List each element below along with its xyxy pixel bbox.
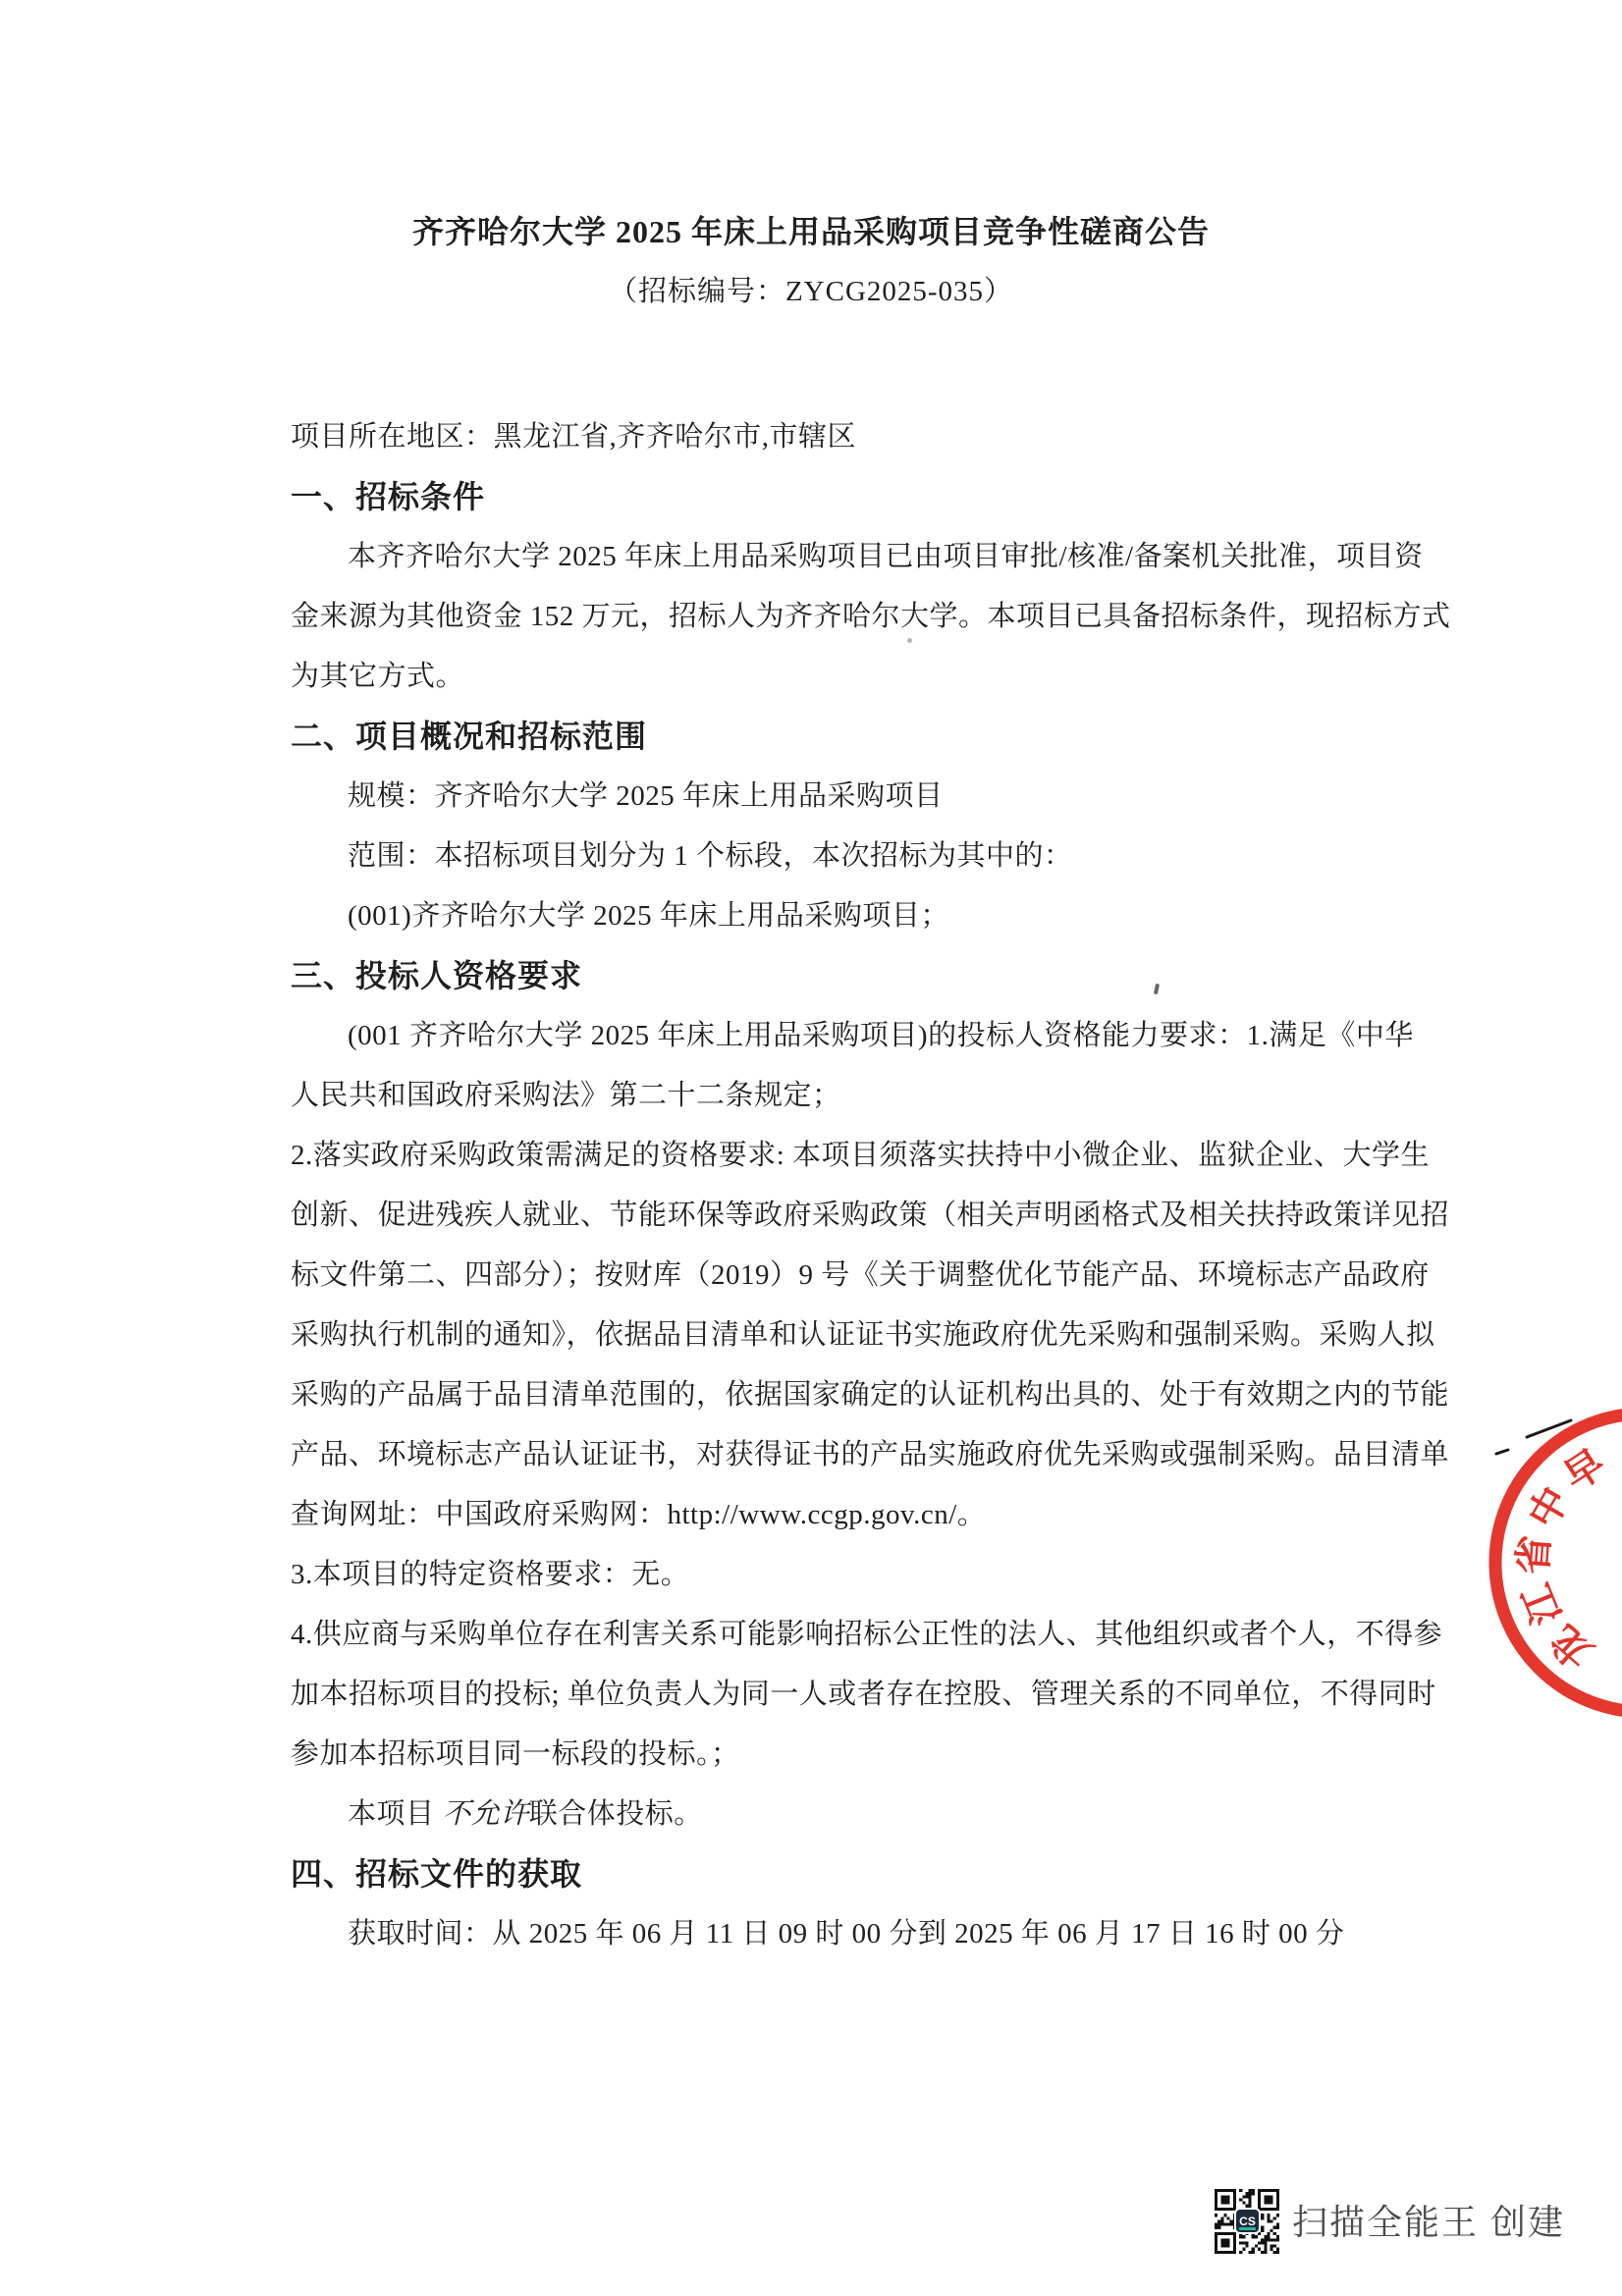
- svg-text:龙: 龙: [1542, 1617, 1601, 1676]
- title-block: [0, 202, 1622, 322]
- document-subtitle: （招标编号：ZYCG2025-035）: [608, 276, 1014, 307]
- svg-text:早: 早: [1556, 1441, 1613, 1500]
- section-heading: 三、投标人资格要求: [291, 958, 583, 993]
- qr-center-badge: CS: [1236, 2210, 1259, 2232]
- document-line: 标文件第二、四部分）；按财库（2019）9 号《关于调整优化节能产品、环境标志产品政府: [291, 1259, 1430, 1291]
- document-line: 金来源为其他资金 152 万元，招标人为齐齐哈尔大学。本项目已具备招标条件，现招标方式: [291, 601, 1451, 632]
- document-body: [291, 407, 1451, 1964]
- svg-text:中: 中: [1520, 1479, 1579, 1536]
- document-line: 规模：齐齐哈尔大学 2025 年床上用品采购项目: [348, 780, 944, 812]
- document-line: 3.本项目的特定资格要求：无。: [291, 1559, 690, 1590]
- scanner-watermark-text: 扫描全能王 创建: [1292, 2202, 1566, 2242]
- document-line: 产品、环境标志产品认证证书，对获得证书的产品实施政府优先采购或强制采购。品目清单: [291, 1439, 1450, 1470]
- document-line: 人民共和国政府采购法》第二十二条规定；: [291, 1080, 841, 1111]
- document-line: 范围：本招标项目划分为 1 个标段，本次招标为其中的：: [348, 840, 1073, 872]
- document-line: 本齐齐哈尔大学 2025 年床上用品采购项目已由项目审批/核准/备案机关批准，项目资: [348, 541, 1424, 572]
- document-line: 加本招标项目的投标; 单位负责人为同一人或者存在控股、管理关系的不同单位，不得同时: [291, 1679, 1436, 1710]
- section-heading: 四、招标文件的获取: [291, 1856, 583, 1892]
- document-line: 参加本招标项目同一标段的投标。；: [291, 1738, 740, 1770]
- document-line: 创新、促进残疾人就业、节能环保等政府采购政策（相关声明函格式及相关扶持政策详见招: [291, 1200, 1450, 1231]
- svg-text:省: 省: [1511, 1533, 1558, 1576]
- document-line: 2.落实政府采购政策需满足的资格要求: 本项目须落实扶持中小微企业、监狱企业、大学生: [291, 1140, 1431, 1171]
- document-title: 齐齐哈尔大学 2025 年床上用品采购项目竞争性磋商公告: [411, 214, 1210, 249]
- document-line: 本项目 不允许联合体投标。: [348, 1798, 703, 1830]
- document-line: 获取时间：从 2025 年 06 月 11 日 09 时 00 分到 2025 年 06 月 17 日 16 时 00 分: [348, 1918, 1345, 1949]
- svg-text:江: 江: [1515, 1577, 1570, 1630]
- pen-mark: [1496, 1420, 1571, 1454]
- document-line: 4.供应商与采购单位存在利害关系可能影响招标公正性的法人、其他组织或者个人，不得参: [291, 1619, 1443, 1650]
- document-line: 查询网址：中国政府采购网：http://www.ccgp.gov.cn/。: [291, 1499, 987, 1530]
- document-line: 项目所在地区：黑龙江省,齐齐哈尔市,市辖区: [291, 421, 857, 453]
- document-line: (001)齐齐哈尔大学 2025 年床上用品采购项目；: [348, 900, 949, 932]
- qr-code: [1215, 2189, 1279, 2254]
- document-line: 采购执行机制的通知》，依据品目清单和认证证书实施政府优先采购和强制采购。采购人拟: [291, 1319, 1435, 1351]
- section-heading: 一、招标条件: [291, 479, 486, 514]
- section-heading: 二、项目概况和招标范围: [291, 719, 648, 754]
- document-line: 为其它方式。: [291, 661, 465, 692]
- scan-speck: [907, 638, 912, 643]
- document-line: 采购的产品属于品目清单范围的，依据国家确定的认证机构出具的、处于有效期之内的节能: [291, 1379, 1450, 1411]
- document-line: (001 齐齐哈尔大学 2025 年床上用品采购项目)的投标人资格能力要求：1.满足《中华: [348, 1020, 1414, 1051]
